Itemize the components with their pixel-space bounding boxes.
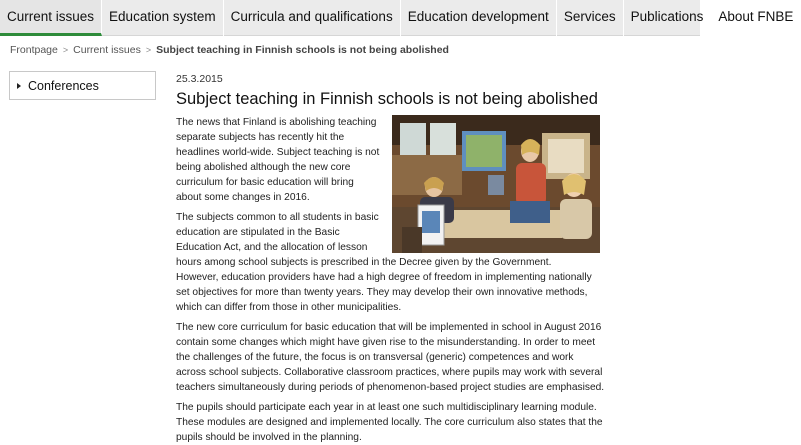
caret-right-icon (17, 83, 21, 89)
nav-curricula-and-qualifications[interactable]: Curricula and qualifications (224, 0, 401, 36)
nav-education-system[interactable]: Education system (102, 0, 224, 36)
breadcrumb-separator-icon: > (145, 45, 152, 55)
nav-about-fnbe[interactable]: About FNBE (711, 0, 801, 36)
article-paragraph: The news that Finland is abolishing teaching separate subjects has recently hit the headlines world-wide. Subject teaching is not being abolished although the new core curriculum for basic education will bring about some changes in 2016. (176, 117, 380, 203)
breadcrumb-current-issues[interactable]: Current issues (73, 44, 141, 56)
sidebar-item-label: Conferences (28, 78, 99, 93)
sidebar-item-conferences[interactable] (10, 72, 155, 99)
article-paragraph: The pupils should participate each year in at least one such multidisciplinary learning module. These modules are designed and implemented locally. The core curriculum also states that the pupils should be involved in the planning. (176, 402, 603, 443)
nav-current-issues[interactable]: Current issues (0, 0, 102, 36)
sidebar (9, 71, 156, 100)
article-date: 25.3.2015 (176, 73, 223, 85)
breadcrumb-frontpage[interactable]: Frontpage (10, 44, 58, 56)
article-title: Subject teaching in Finnish schools is not being abolished (176, 90, 598, 108)
article-header (176, 73, 596, 109)
nav-services[interactable]: Services (557, 0, 624, 36)
breadcrumb-current-page: Subject teaching in Finnish schools is not being abolished (156, 44, 449, 56)
breadcrumb (10, 44, 449, 56)
nav-education-development[interactable]: Education development (401, 0, 557, 36)
photo-wrap-spacer (384, 210, 596, 254)
main-navigation (0, 0, 794, 36)
article-paragraph: The new core curriculum for basic education that will be implemented in school in August 2016 contain some changes which might have given rise to the misunderstanding. In order to meet the challenges of the future, the focus is on transversal (generic) competences and work across school subjects. Collaborative classroom practices, where pupils may work with several teachers simultaneously during periods of phenomenon-based project studies are emphasised. (176, 322, 605, 393)
breadcrumb-separator-icon: > (62, 45, 69, 55)
article-paragraph: The subjects common to all students in basic education are stipulated in the Basic Education Act, and the allocation of lesson hours among school subjects is prescribed in the Decree given by the Government. However, education providers have had a high degree of freedom in implementing nationally set objectives for more than twenty years. They may develop their own innovative methods, which can differ from those in other municipalities. (176, 210, 596, 315)
nav-publications[interactable]: Publications (624, 0, 712, 36)
